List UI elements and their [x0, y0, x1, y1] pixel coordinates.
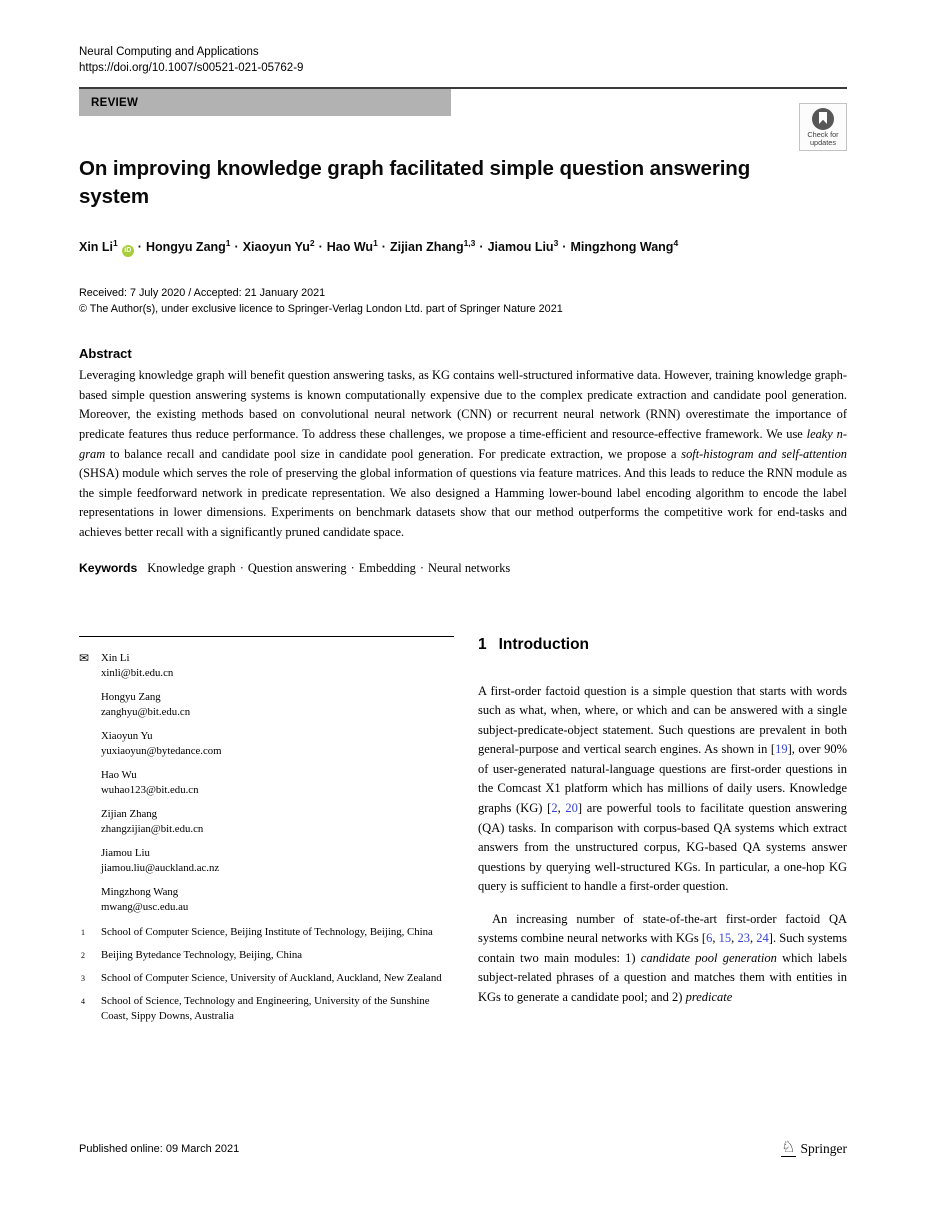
citation-link[interactable]: 19 — [775, 742, 788, 757]
affiliation-text: School of Computer Science, University of Auckland, Auckland, New Zealand — [101, 971, 442, 984]
springer-logo — [781, 1140, 847, 1157]
contact-item — [79, 846, 454, 876]
footnote-column — [79, 636, 454, 1032]
affiliation-item — [79, 925, 454, 940]
contact-name: Mingzhong Wang — [101, 885, 179, 898]
affiliation-number: 3 — [81, 973, 85, 983]
received-accepted-line: Received: 7 July 2020 / Accepted: 21 January 2021 — [79, 287, 326, 300]
copyright-line: © The Author(s), under exclusive licence to Springer-Verlag London Ltd. part of Springer Nature 2021 — [79, 302, 563, 315]
author-affiliation-sup: 1,3 — [463, 238, 476, 248]
keyword: Knowledge graph — [147, 560, 236, 575]
affiliation-item — [79, 994, 454, 1024]
author-affiliation-sup: 3 — [553, 238, 559, 248]
check-updates-label: Check for updates — [807, 130, 839, 148]
springer-horse-icon: ♘ — [781, 1139, 796, 1156]
author: Xin Li$^1$iD — [79, 240, 134, 254]
keywords-line — [79, 561, 847, 576]
keyword-separator: · — [419, 560, 425, 575]
envelope-icon: ✉ — [79, 650, 90, 665]
citation-link[interactable]: 20 — [565, 801, 578, 816]
contact-item — [79, 690, 454, 720]
keywords-items — [147, 561, 510, 575]
contact-email[interactable]: jiamou.liu@auckland.ac.nz — [101, 861, 220, 874]
affiliation-number: 2 — [81, 950, 85, 960]
author-separator: · — [234, 240, 239, 255]
section-heading — [478, 636, 847, 654]
author-separator: · — [562, 240, 567, 255]
author: Mingzhong Wang$^4$ — [570, 238, 679, 255]
citation-link[interactable]: 24 — [756, 931, 769, 946]
citation-link[interactable]: 6 — [706, 931, 713, 946]
intro-paragraph-1: A first-order factoid question is a simple question that starts with words such as what, when, where, or which and can be answered with a single subject-predicate-object statement. Such questions are prevalent in both general-purpose and vertical search engines. As shown in [19], over 90% of user-generated natural-language questions are first-order questions in the Comcast X1 platform which has millions of daily users. Knowledge graphs (KG) [2, 20] are powerful tools to facilitate question answering (QA) tasks. In comparison with corpus-based QA systems which extract answers from the unstructured corpus, KG-based QA systems answer questions by querying well-structured KGs. In particular, a one-hop KG query is sufficient to handle a first-order question. — [478, 683, 848, 894]
author-separator: · — [381, 240, 386, 255]
contact-name: Hongyu Zang — [101, 690, 161, 703]
contact-email[interactable]: zanghyu@bit.edu.cn — [101, 705, 191, 718]
author-affiliation-sup: 2 — [309, 238, 315, 248]
author: Hongyu Zang$^1$ — [145, 238, 231, 255]
keywords-label: Keywords — [79, 560, 138, 575]
affiliation-item — [79, 971, 454, 986]
contact-item — [79, 768, 454, 798]
intro-paragraph-2: An increasing number of state-of-the-art first-order factoid QA systems combine neural networks with KGs [6, 15, 23, 24]. Such systems contain two main modules: 1) candidate pool generation which labels subject-related phrases of a question and matches them with entities in KGs to generate a candidate pool; and 2) predicate — [478, 911, 848, 1004]
contact-name: Xiaoyun Yu — [101, 729, 153, 742]
citation-link[interactable]: 2 — [551, 801, 558, 816]
author-affiliation-sup: 1 — [113, 238, 118, 248]
author-affiliation-sup: 1 — [373, 238, 378, 248]
paper-title: On improving knowledge graph facilitated simple question answering system — [79, 157, 751, 208]
contact-email[interactable]: zhangzijian@bit.edu.cn — [101, 822, 204, 835]
contact-email[interactable]: mwang@usc.edu.au — [101, 900, 189, 913]
emphasized-term: leaky n-gram — [79, 426, 847, 461]
author: Xiaoyun Yu$^2$ — [242, 238, 315, 255]
contact-list — [79, 651, 454, 915]
affiliation-text: School of Science, Technology and Engineering, University of the Sunshine Coast, Sippy Downs, Australia — [101, 994, 430, 1022]
author-affiliation-sup: 4 — [673, 238, 679, 248]
keyword: Embedding — [358, 560, 416, 575]
contact-item — [79, 729, 454, 759]
contact-name: Jiamou Liu — [101, 846, 150, 859]
affiliation-number: 1 — [81, 927, 85, 937]
contact-email[interactable]: yuxiaoyun@bytedance.com — [101, 744, 222, 757]
author: Jiamou Liu$^3$ — [487, 238, 559, 255]
affiliation-list — [79, 925, 454, 1024]
contact-name: Xin Li — [101, 651, 130, 664]
emphasized-term: candidate pool generation — [640, 950, 777, 965]
introduction-column — [478, 636, 847, 1032]
keyword-separator: · — [239, 560, 244, 575]
published-online-line: Published online: 09 March 2021 — [79, 1142, 240, 1155]
contact-item — [79, 807, 454, 837]
journal-name: Neural Computing and Applications — [79, 46, 259, 58]
section-title: Introduction — [498, 635, 590, 653]
article-type-banner — [79, 89, 451, 116]
springer-wordmark: Springer — [800, 1140, 847, 1156]
keyword: Neural networks — [428, 560, 511, 575]
doi-link[interactable]: https://doi.org/10.1007/s00521-021-05762-9 — [79, 62, 304, 74]
footnote-divider — [79, 636, 454, 637]
check-for-updates-badge[interactable] — [799, 103, 847, 151]
emphasized-term: predicate — [685, 989, 733, 1004]
author-separator: · — [479, 240, 484, 255]
contact-email[interactable]: xinli@bit.edu.cn — [101, 666, 174, 679]
abstract-heading: Abstract — [79, 346, 132, 362]
contact-item — [79, 885, 454, 915]
author-affiliation-sup: 1 — [225, 238, 231, 248]
contact-item — [79, 651, 454, 681]
author: Zijian Zhang$^{1,3}$ — [389, 238, 476, 255]
author-line — [79, 238, 847, 257]
affiliation-item — [79, 948, 454, 963]
orcid-icon[interactable]: iD — [122, 245, 134, 257]
affiliation-text: Beijing Bytedance Technology, Beijing, China — [101, 948, 303, 961]
contact-name: Zijian Zhang — [101, 807, 158, 820]
author-separator: · — [318, 240, 323, 255]
emphasized-term: soft-histogram and self-attention — [681, 446, 848, 461]
keyword-separator: · — [350, 560, 355, 575]
check-updates-icon — [811, 107, 835, 131]
affiliation-number: 4 — [81, 996, 85, 1006]
abstract-text: Leveraging knowledge graph will benefit question answering tasks, as KG contains well-structured informative data. However, training knowledge graph-based simple question answering systems is known computationally expensive due to the complex predicate extraction and candidate pool generation. Moreover, the existing methods based on convolutional neural network (CNN) or recurrent neural network (RNN) overestimate the importance of predicate features thus reduce performance. To address these challenges, we propose a time-efficient and resource-effective framework. We use leaky n-gram to balance recall and candidate pool size in candidate pool generation. For predicate extraction, we propose a soft-histogram and self-attention (SHSA) module which serves the role of preserving the global information of questions via feature matrices. And this leads to reduce the RNN module as the simple feedforward network in predicate representation. We also designed a Hamming lower-bound label encoding algorithm to encode the label representations in lower dimensions. Experiments on benchmark datasets show that our method outperforms the competitive work for end-tasks and achieves better recall with a significantly pruned candidate space. — [79, 368, 848, 539]
author: Hao Wu$^1$ — [326, 238, 378, 255]
citation-link[interactable]: 23 — [737, 931, 750, 946]
contact-email[interactable]: wuhao123@bit.edu.cn — [101, 783, 199, 796]
author-separator: · — [137, 240, 142, 255]
citation-link[interactable]: 15 — [718, 931, 732, 946]
contact-name: Hao Wu — [101, 768, 137, 781]
keyword: Question answering — [247, 560, 347, 575]
article-type-label: REVIEW — [91, 96, 139, 109]
section-number: 1 — [478, 635, 487, 653]
affiliation-text: School of Computer Science, Beijing Institute of Technology, Beijing, China — [101, 925, 433, 938]
